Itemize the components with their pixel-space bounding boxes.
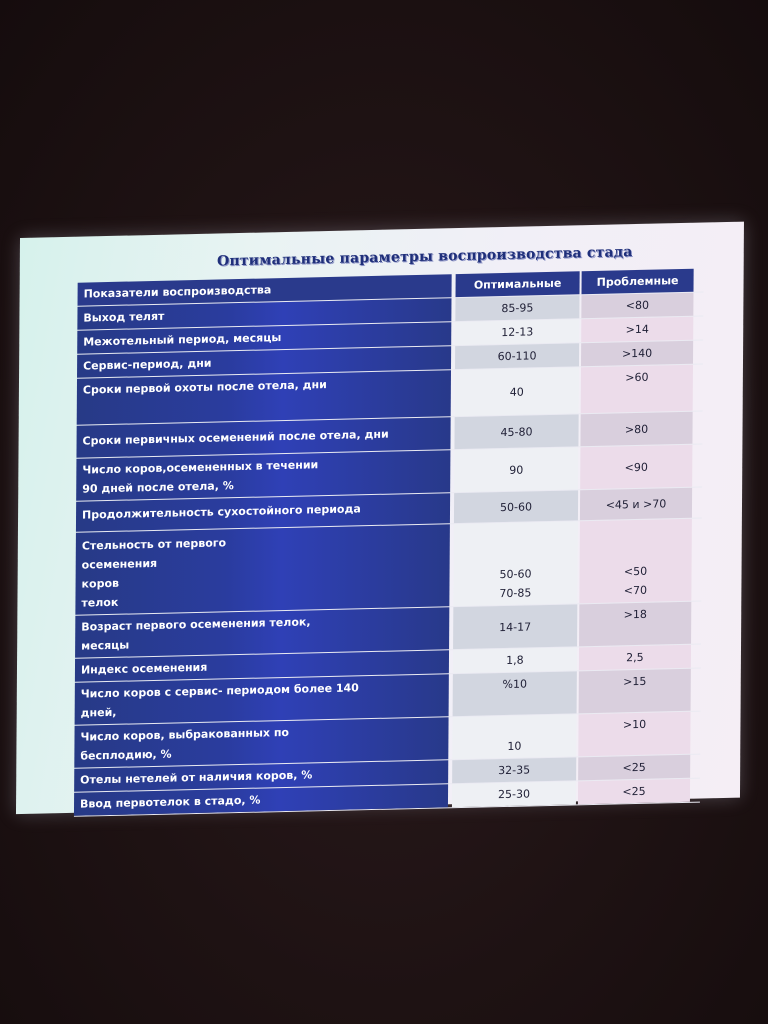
row-optimal: 32-35 [452,757,576,783]
table-row [75,519,702,616]
row-problem: <90 [580,445,692,490]
row-problem: >80 [580,412,692,447]
row-optimal: %10 [453,671,577,716]
row-optimal: 60-110 [455,343,579,369]
row-optimal: 50-60 [454,490,578,523]
row-problem: <80 [581,293,693,319]
row-problem: <50 <70 [579,519,692,604]
row-optimal: 14-17 [453,604,577,649]
row-problem: >18 [579,602,691,647]
row-name: Число коров с сервис- периодом более 140 дней, [75,674,449,724]
row-problem: >14 [581,317,693,343]
row-name: Отелы нетелей от наличия коров, % [74,760,448,791]
row-name: Индекс осеменения [75,650,449,681]
row-optimal: 10 [452,714,576,759]
row-problem: <25 [578,755,690,781]
row-name: Число коров, выбракованных по бесплодию, % [74,717,448,767]
row-problem: <25 [578,779,690,805]
row-name: Возраст первого осеменения телок, месяцы [75,607,449,657]
row-optimal: 12-13 [455,319,579,345]
row-name: Межотельный период, месяцы [77,322,451,353]
row-name: Стельность от первого осеменения коров телок [75,524,450,615]
row-problem: 2,5 [579,645,691,671]
row-name: Сроки первичных осеменений после отела, дни [76,417,450,457]
row-optimal: 40 [455,367,579,416]
header-optimal: Оптимальные [456,271,580,297]
row-name: Продолжительность сухостойного периода [76,493,450,531]
row-optimal: 90 [454,447,578,492]
reproduction-table [74,268,704,816]
header-problem: Проблемные [582,269,694,295]
row-problem: >15 [579,669,691,714]
row-problem: >10 [578,712,690,757]
row-optimal: 25-30 [452,781,576,807]
row-problem: <45 и >70 [580,488,692,521]
row-name: Сроки первой охоты после отела, дни [77,370,451,424]
row-name: Ввод первотелок в стадо, % [74,784,448,815]
row-name: Сервис-период, дни [77,346,451,377]
projected-slide [16,222,744,815]
row-problem: >60 [581,365,693,414]
row-name: Число коров,осемененных в течении 90 дней после отела, % [76,450,450,500]
slide-title: Оптимальные параметры воспроизводства стада [216,244,633,270]
row-optimal: 50-60 70-85 [453,521,578,606]
row-optimal: 1,8 [453,647,577,673]
row-optimal: 45-80 [454,414,578,449]
row-problem: >140 [581,341,693,367]
row-name: Выход телят [77,298,451,329]
row-optimal: 85-95 [455,295,579,321]
header-name: Показатели воспроизводства [78,274,452,305]
